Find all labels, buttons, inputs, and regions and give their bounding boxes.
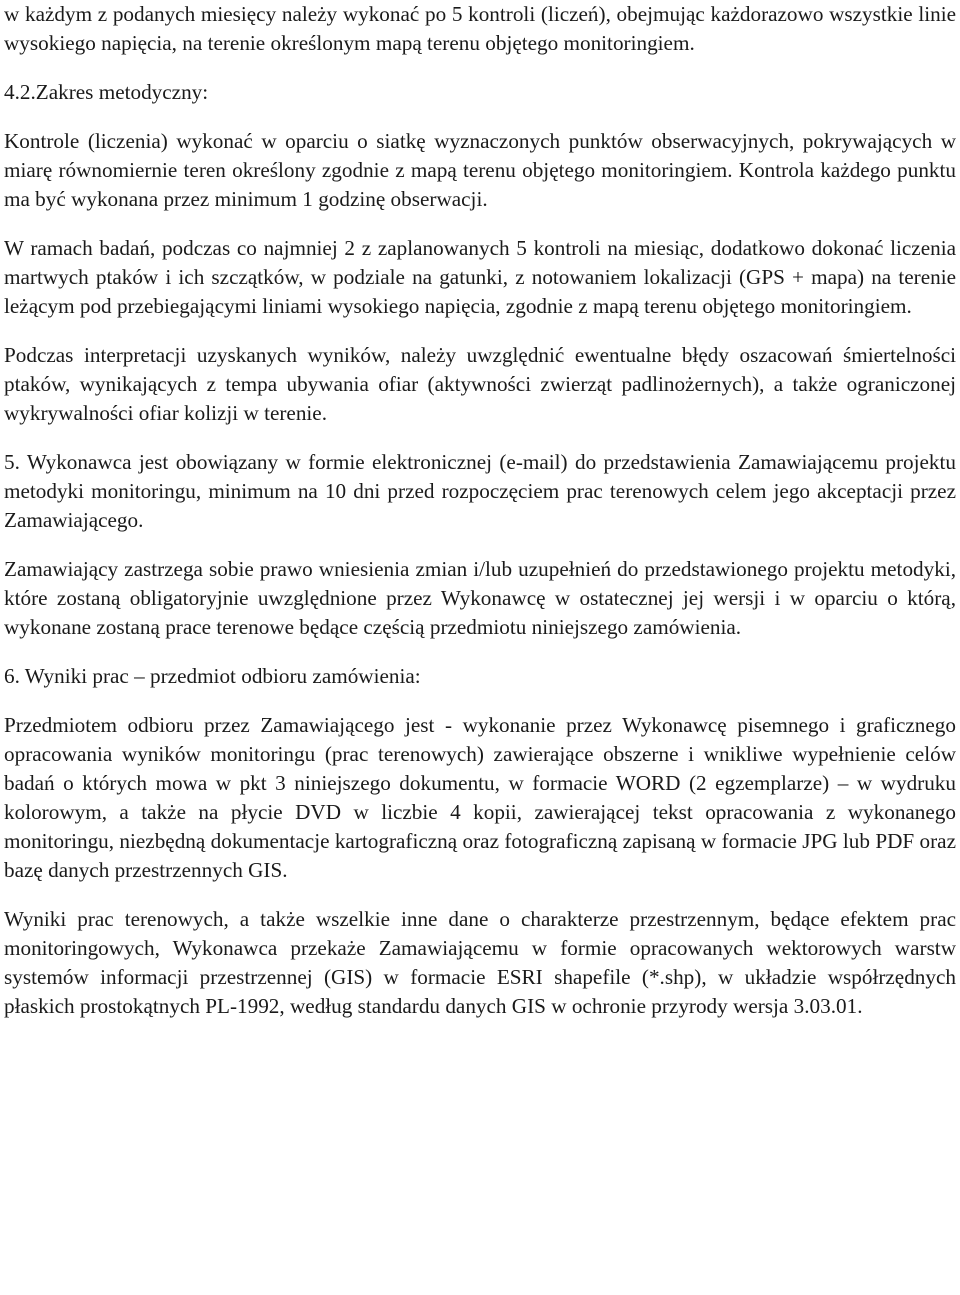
paragraph-monthly-controls: w każdym z podanych miesięcy należy wykonać po 5 kontroli (liczeń), obejmując każdorazowo wszystkie linie wysokiego napięcia, na terenie określonym mapą terenu objętego monitoringiem.: [4, 2, 956, 55]
section-heading-methodology: 4.2.Zakres metodyczny:: [4, 80, 209, 104]
paragraph-methodology-submission: 5. Wykonawca jest obowiązany w formie elektronicznej (e-mail) do przedstawienia Zamawiającemu projektu metodyki monitoringu, minimum na 10 dni przed rozpoczęciem prac terenowych celem jego akceptacji przez Zamawiającego.: [4, 450, 956, 532]
paragraph-mortality-estimation: Podczas interpretacji uzyskanych wyników, należy uwzględnić ewentualne błędy oszacowań śmiertelności ptaków, wynikających z tempa ubywania ofiar (aktywności zwierząt padlinożernych), a także ograniczonej wykrywalności ofiar kolizji w terenie.: [4, 343, 956, 425]
paragraph-dead-birds-count: W ramach badań, podczas co najmniej 2 z zaplanowanych 5 kontroli na miesiąc, dodatkowo dokonać liczenia martwych ptaków i ich szczątków, w podziale na gatunki, z notowaniem lokalizacji (GPS + mapa) na terenie leżącym pod przebiegającymi liniami wysokiego napięcia, zgodnie z mapą terenu objętego monitoringiem.: [4, 236, 956, 318]
paragraph-client-changes: Zamawiający zastrzega sobie prawo wniesienia zmian i/lub uzupełnień do przedstawionego projektu metodyki, które zostaną obligatoryjnie uwzględnione przez Wykonawcę w ostatecznej jej wersji i w oparciu o którą, wykonane zostaną prace terenowe będące częścią przedmiotu niniejszego zamówienia.: [4, 557, 956, 639]
paragraph-deliverables: Przedmiotem odbioru przez Zamawiającego jest - wykonanie przez Wykonawcę pisemnego i graficznego opracowania wyników monitoringu (prac terenowych) zawierające obszerne i wnikliwe wypełnienie celów badań o których mowa w pkt 3 niniejszego dokumentu, w formacie WORD (2 egzemplarze) – w wydruku kolorowym, a także na płycie DVD w liczbie 4 kopii, zawierającej tekst opracowania z wykonanego monitoringu, niezbędną dokumentacje kartograficzną oraz fotograficzną zapisaną w formacie JPG lub PDF oraz bazę danych przestrzennych GIS.: [4, 713, 956, 882]
paragraph-gis-data: Wyniki prac terenowych, a także wszelkie inne dane o charakterze przestrzennym, będące efektem prac monitoringowych, Wykonawca przekaże Zamawiającemu w formie opracowanych wektorowych warstw systemów informacji przestrzennej (GIS) w formacie ESRI shapefile (*.shp), w układzie współrzędnych płaskich prostokątnych PL-1992, według standardu danych GIS w ochronie przyrody wersja 3.03.01.: [4, 907, 956, 1018]
document-page: [4, 0, 956, 1021]
paragraph-observation-points: Kontrole (liczenia) wykonać w oparciu o siatkę wyznaczonych punktów obserwacyjnych, pokrywających w miarę równomiernie teren określony zgodnie z mapą terenu objętego monitoringiem. Kontrola każdego punktu ma być wykonana przez minimum 1 godzinę obserwacji.: [4, 129, 956, 211]
section-heading-results: 6. Wyniki prac – przedmiot odbioru zamówienia:: [4, 664, 421, 688]
